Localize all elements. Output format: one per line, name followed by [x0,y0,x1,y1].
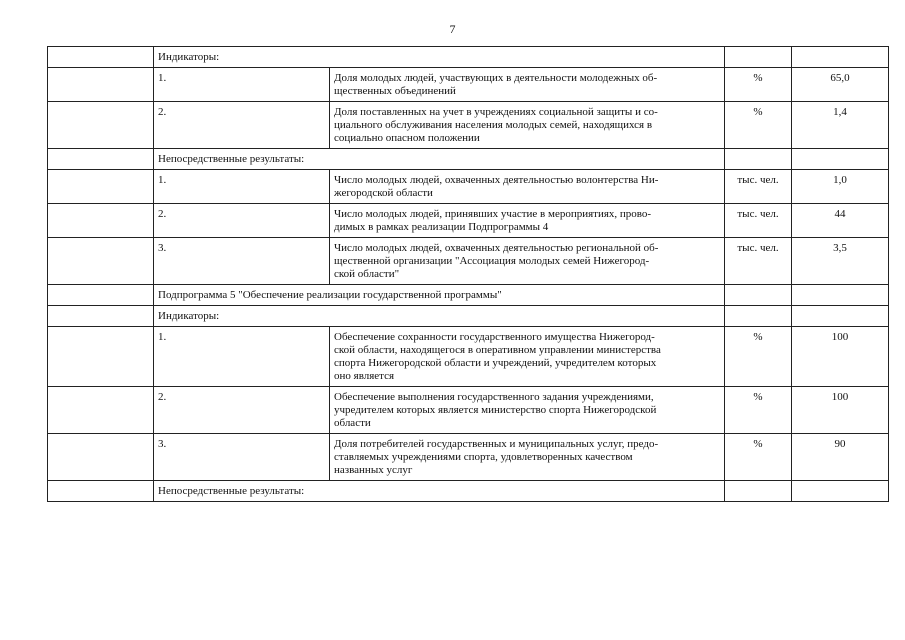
indicator-text-line: ской области, находящегося в оперативном управлении министерства [334,344,661,356]
value-cell [792,481,889,502]
program-cell [48,204,154,238]
item-number: 3. [154,434,330,481]
indicator-text-line: щественных объединений [334,85,456,97]
item-number: 1. [154,170,330,204]
section-header: Подпрограмма 5 "Обеспечение реализации государственной программы" [154,285,725,306]
section-header-row [48,481,889,502]
item-number: 2. [154,102,330,149]
value-cell: 90 [792,434,889,481]
table-row [48,102,889,149]
value-cell [792,47,889,68]
program-cell [48,434,154,481]
value-cell: 100 [792,387,889,434]
value-cell: 1,4 [792,102,889,149]
value-cell: 1,0 [792,170,889,204]
unit-cell: тыс. чел. [725,204,792,238]
section-header: Индикаторы: [154,306,725,327]
indicator-text [330,68,725,102]
program-cell [48,306,154,327]
indicator-text-line: ской области" [334,268,400,280]
indicator-text-line: жегородской области [334,187,433,199]
unit-cell [725,306,792,327]
unit-cell: % [725,387,792,434]
program-cell [48,102,154,149]
indicator-text-line: Число молодых людей, охваченных деятельностью волонтерства Ни- [334,174,659,186]
indicator-text-line: Обеспечение выполнения государственного задания учреждениями, [334,391,654,403]
unit-cell: % [725,327,792,387]
unit-cell: % [725,102,792,149]
page-number: 7 [449,22,456,36]
section-header: Индикаторы: [154,47,725,68]
table-row [48,327,889,387]
value-cell: 3,5 [792,238,889,285]
section-header: Непосредственные результаты: [154,481,725,502]
item-number: 3. [154,238,330,285]
indicator-text [330,170,725,204]
unit-cell [725,481,792,502]
indicator-text-line: циального обслуживания населения молодых семей, находящихся в [334,119,653,131]
section-header: Непосредственные результаты: [154,149,725,170]
item-number: 1. [154,327,330,387]
value-cell: 100 [792,327,889,387]
unit-cell [725,47,792,68]
value-cell [792,306,889,327]
indicator-text [330,204,725,238]
item-number: 1. [154,68,330,102]
table-row [48,434,889,481]
indicator-text [330,387,725,434]
indicator-text-line: Число молодых людей, охваченных деятельностью региональной об- [334,242,659,254]
section-header-row [48,306,889,327]
indicator-text [330,238,725,285]
table-row [48,238,889,285]
indicator-text-line: названных услуг [334,464,413,476]
indicator-text [330,327,725,387]
value-cell [792,285,889,306]
unit-cell [725,149,792,170]
table-row [48,387,889,434]
unit-cell: % [725,434,792,481]
item-number: 2. [154,204,330,238]
indicator-text-line: щественной организации "Ассоциация молодых семей Нижегород- [334,255,650,267]
program-cell [48,285,154,306]
program-cell [48,327,154,387]
value-cell: 44 [792,204,889,238]
unit-cell: тыс. чел. [725,238,792,285]
indicator-text-line: оно является [334,370,395,382]
indicator-text-line: учредителем которых является министерство спорта Нижегородской [334,404,657,416]
indicator-text [330,434,725,481]
indicator-text-line: Число молодых людей, принявших участие в мероприятиях, прово- [334,208,652,220]
table-body [48,47,889,502]
indicators-table [47,46,889,502]
indicator-text-line: области [334,417,371,429]
program-cell [48,387,154,434]
section-header-row [48,285,889,306]
program-cell [48,238,154,285]
section-header-row [48,149,889,170]
indicator-text-line: Доля потребителей государственных и муниципальных услуг, предо- [334,438,659,450]
unit-cell: % [725,68,792,102]
indicator-text-line: Обеспечение сохранности государственного имущества Нижегород- [334,331,655,343]
indicator-text-line: ставляемых учреждениями спорта, удовлетворенных качеством [334,451,633,463]
program-cell [48,481,154,502]
table-row [48,68,889,102]
indicator-text-line: Доля поставленных на учет в учреждениях социальной защиты и со- [334,106,658,118]
program-cell [48,68,154,102]
table-row [48,170,889,204]
item-number: 2. [154,387,330,434]
indicator-text-line: Доля молодых людей, участвующих в деятельности молодежных об- [334,72,658,84]
unit-cell [725,285,792,306]
indicator-text-line: спорта Нижегородской области и учреждений, учредителем которых [334,357,657,369]
unit-cell: тыс. чел. [725,170,792,204]
program-cell [48,170,154,204]
indicator-text-line: димых в рамках реализации Подпрограммы 4 [334,221,549,233]
section-header-row [48,47,889,68]
value-cell: 65,0 [792,68,889,102]
program-cell [48,47,154,68]
value-cell [792,149,889,170]
indicator-text-line: социально опасном положении [334,132,480,144]
program-cell [48,149,154,170]
indicator-text [330,102,725,149]
table-row [48,204,889,238]
